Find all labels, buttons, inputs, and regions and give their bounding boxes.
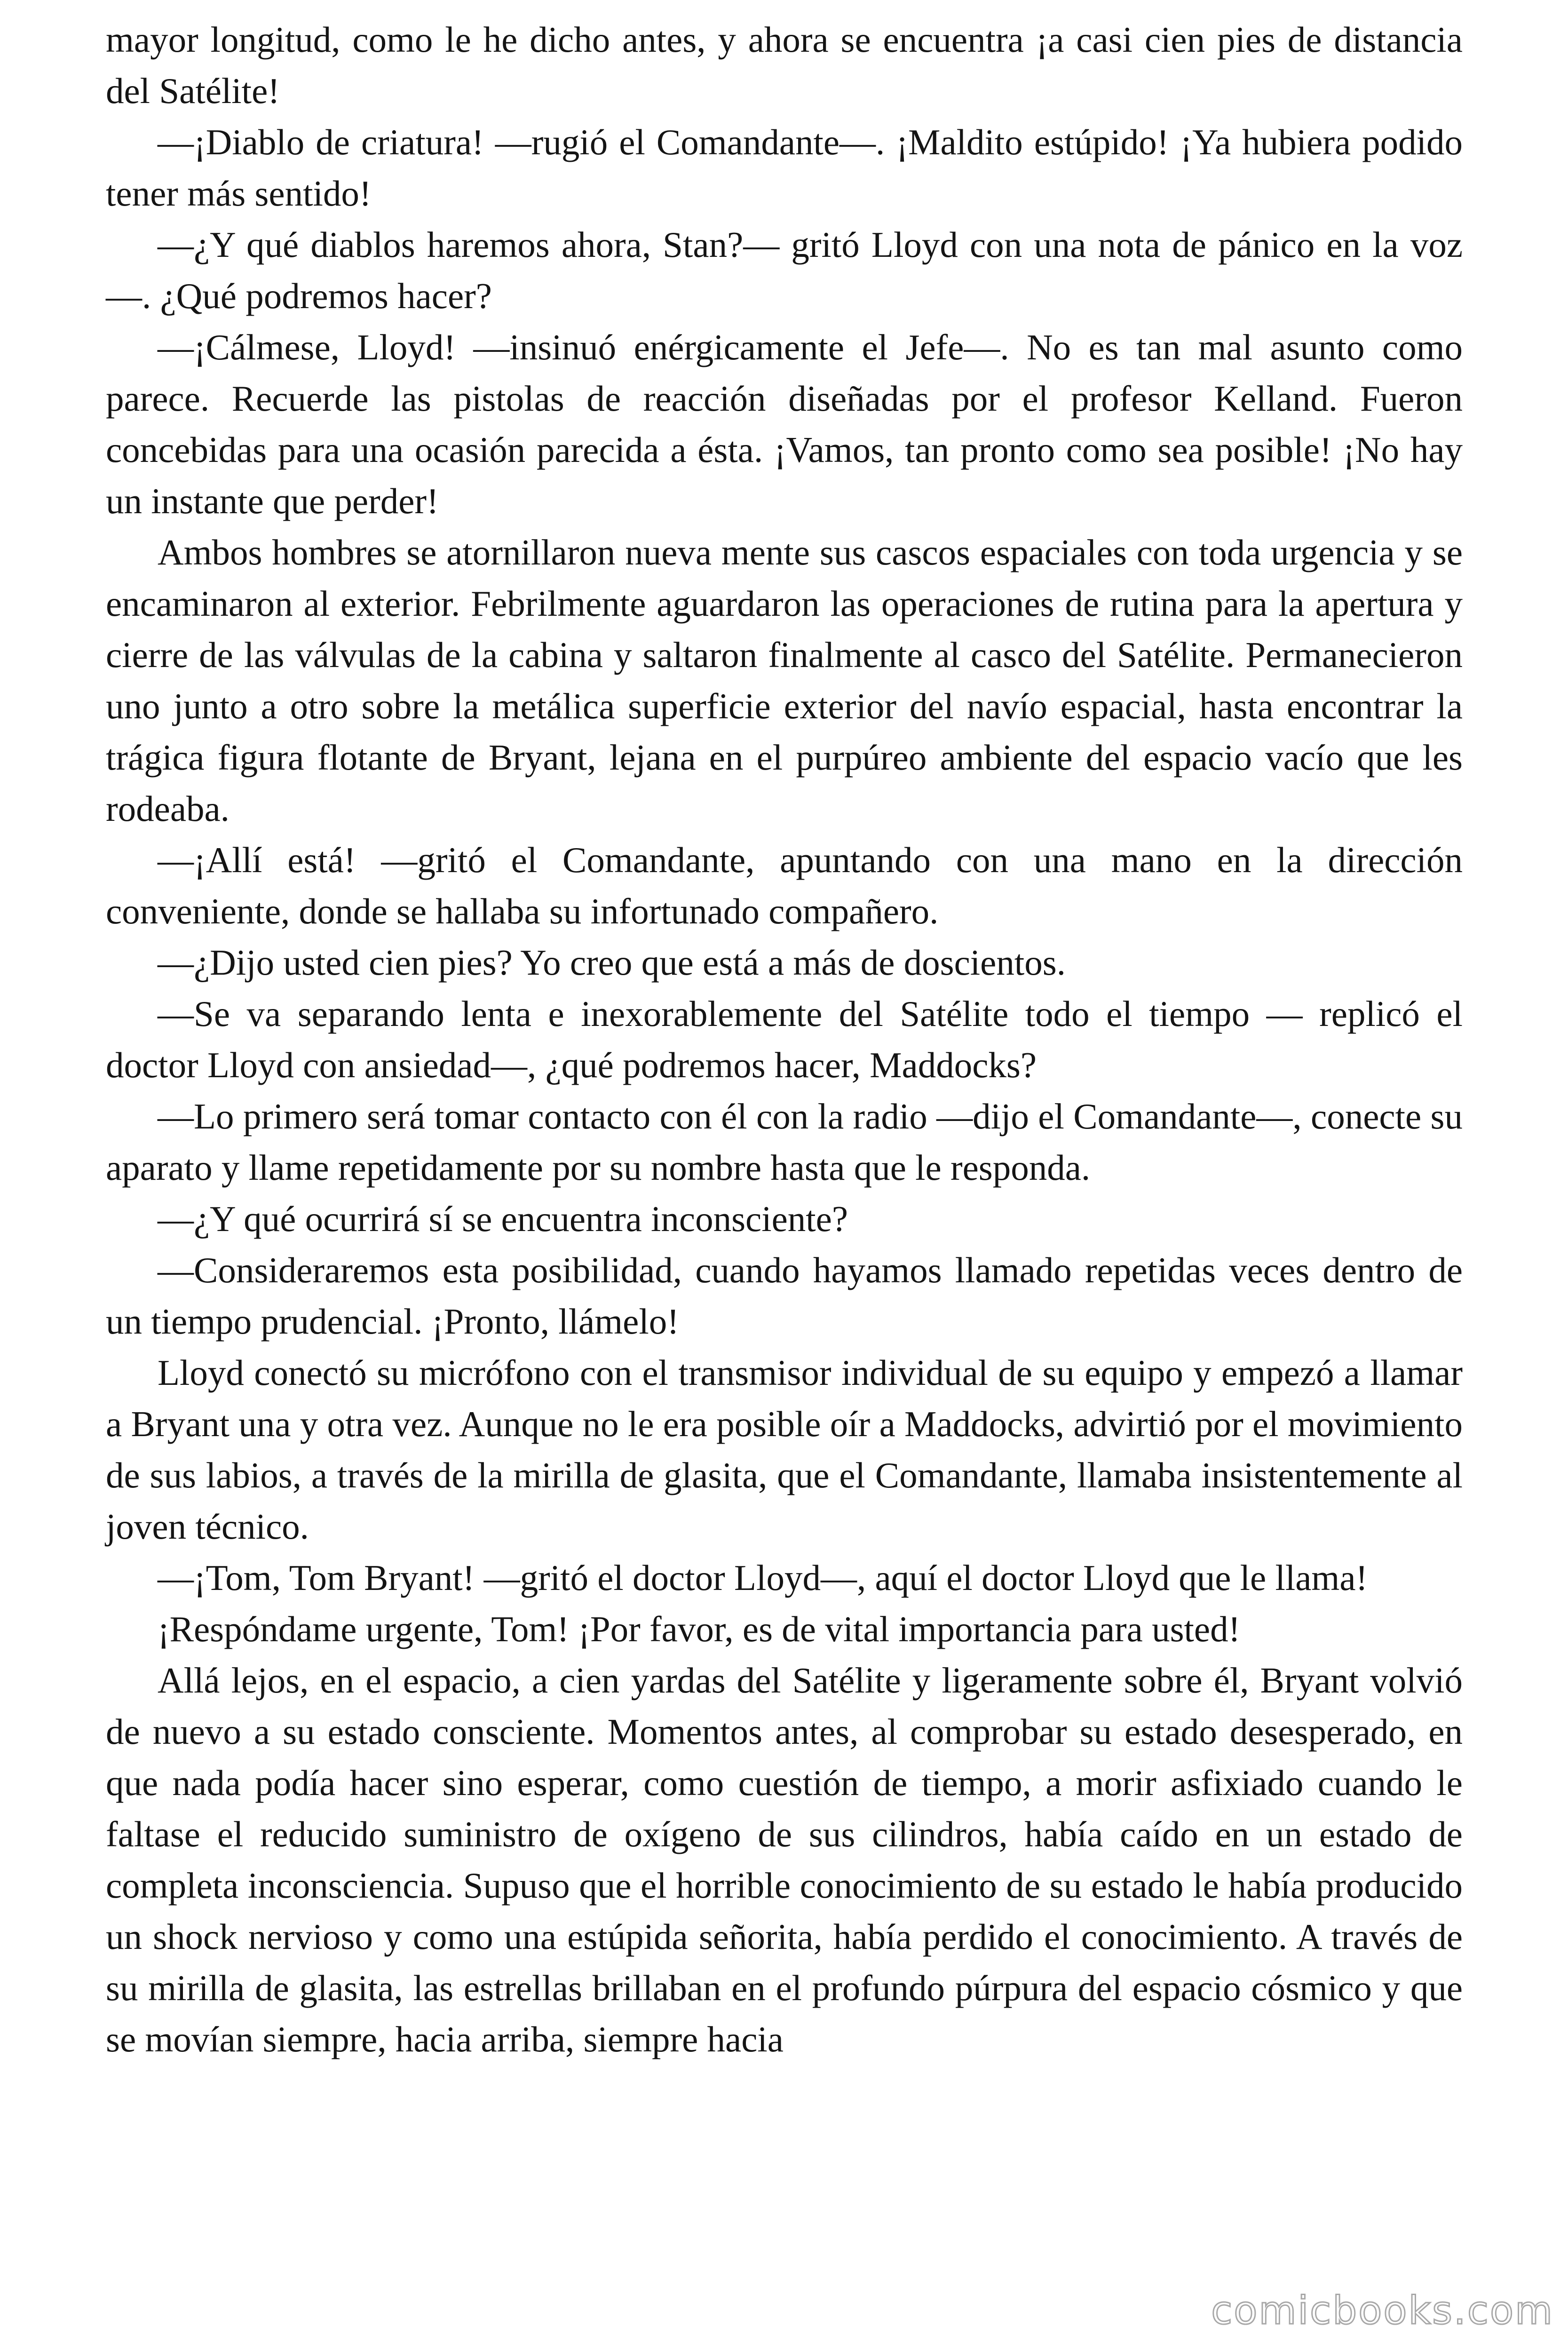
paragraph: —¡Allí está! —gritó el Comandante, apuntando con una mano en la dirección conveniente, donde se hallaba su infortunado compañero.	[106, 840, 1463, 931]
paragraph: —Consideraremos esta posibilidad, cuando hayamos llamado repetidas veces dentro de un tiempo prudencial. ¡Pronto, llámelo!	[106, 1250, 1463, 1342]
paragraph: —¿Dijo usted cien pies? Yo creo que está a más de doscientos.	[158, 942, 1066, 983]
paragraph: —Lo primero será tomar contacto con él con la radio —dijo el Comandante—, conecte su aparato y llame repetidamente por su nombre hasta que le responda.	[106, 1096, 1463, 1188]
paragraph: —¿Y qué ocurrirá sí se encuentra inconsciente?	[158, 1199, 848, 1239]
watermark: comicbooks.com	[1211, 2288, 1554, 2333]
paragraph: —¡Diablo de criatura! —rugió el Comandante—. ¡Maldito estúpido! ¡Ya hubiera podido tener más sentido!	[106, 122, 1463, 214]
paragraph: —¿Y qué diablos haremos ahora, Stan?— gritó Lloyd con una nota de pánico en la voz—. ¿Qué podremos hacer?	[106, 224, 1463, 316]
paragraph-continuation: mayor longitud, como le he dicho antes, y ahora se encuentra ¡a casi cien pies de distancia del Satélite!	[106, 19, 1463, 111]
paragraph: —¡Tom, Tom Bryant! —gritó el doctor Lloyd—, aquí el doctor Lloyd que le llama!	[158, 1557, 1368, 1598]
paragraph: Allá lejos, en el espacio, a cien yardas del Satélite y ligeramente sobre él, Bryant volvió de nuevo a su estado consciente. Momentos antes, al comprobar su estado desesperado, en que nada podía hacer sino esperar, como cuestión de tiempo, a morir asfixiado cuando le faltase el reducido suministro de oxígeno de sus cilindros, había caído en un estado de completa inconsciencia. Supuso que el horrible conocimiento de su estado le había producido un shock nervioso y como una estúpida señorita, había perdido el conocimiento. A través de su mirilla de glasita, las estrellas brillaban en el profundo púrpura del espacio cósmico y que se movían siempre, hacia arriba, siempre hacia	[106, 1660, 1463, 2059]
paragraph: ¡Respóndame urgente, Tom! ¡Por favor, es de vital importancia para usted!	[158, 1609, 1241, 1649]
paragraph: —Se va separando lenta e inexorablemente del Satélite todo el tiempo — replicó el doctor Lloyd con ansiedad—, ¿qué podremos hacer, Maddocks?	[106, 993, 1463, 1085]
paragraph: —¡Cálmese, Lloyd! —insinuó enérgicamente el Jefe—. No es tan mal asunto como parece. Recuerde las pistolas de reacción diseñadas por el profesor Kelland. Fueron concebidas para una ocasión parecida a ésta. ¡Vamos, tan pronto como sea posible! ¡No hay un instante que perder!	[106, 327, 1463, 521]
paragraph: Lloyd conectó su micrófono con el transmisor individual de su equipo y empezó a llamar a Bryant una y otra vez. Aunque no le era posible oír a Maddocks, advirtió por el movimiento de sus labios, a través de la mirilla de glasita, que el Comandante, llamaba insistentemente al joven técnico.	[106, 1352, 1463, 1547]
page-text	[106, 14, 1463, 2065]
paragraph: Ambos hombres se atornillaron nueva mente sus cascos espaciales con toda urgencia y se encaminaron al exterior. Febrilmente aguardaron las operaciones de rutina para la apertura y cierre de las válvulas de la cabina y saltaron finalmente al casco del Satélite. Permanecieron uno junto a otro sobre la metálica superficie exterior del navío espacial, hasta encontrar la trágica figura flotante de Bryant, lejana en el purpúreo ambiente del espacio vacío que les rodeaba.	[106, 532, 1463, 829]
